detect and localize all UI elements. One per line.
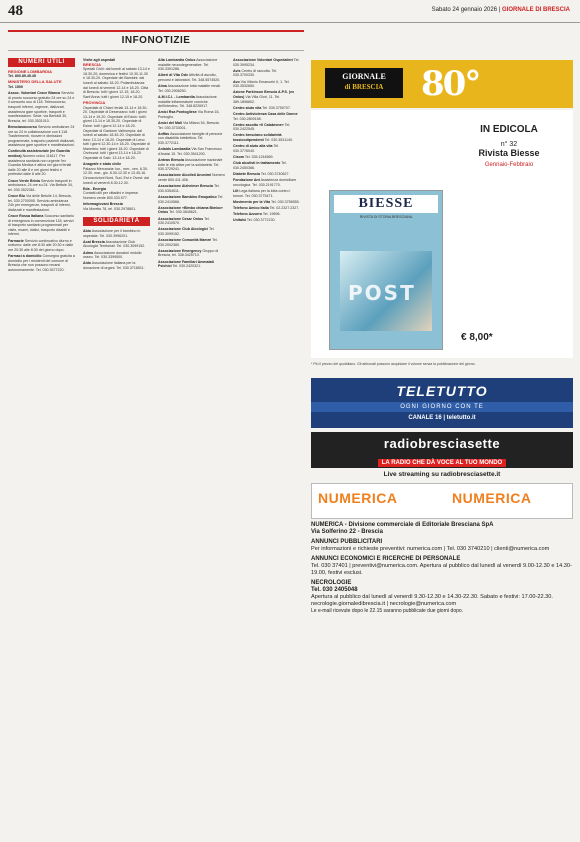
cover-subtitle: RIVISTA DI STORIA BRESCIANA: [359, 215, 413, 219]
entry-heading: Abio: [83, 228, 91, 233]
numerica-logo: NUMERICA: [452, 490, 532, 506]
entry-heading: Anteas Brescia: [158, 158, 184, 163]
entry-text: Servizio ambulanze 24 ore su 24 in collaborazione con il 118. Trasferimenti, ricoveri e dimissioni programmate, trasporto pazienti dializzati, assistenza gare sportive e manifestazioni.: [8, 124, 75, 148]
entry-text: Tel. 02.2327.2327.: [269, 205, 300, 210]
entry-text: Tel. 030.5354511.: [158, 184, 220, 193]
entry-text: Tel. 030.2420321.: [172, 264, 202, 269]
entry-text: Via Villa Glori, 11. Tel. 389.1896802.: [233, 94, 281, 104]
entry-heading: Centro Antiviolenza Casa delle Donne: [233, 111, 298, 116]
entry-text: Associazione nazionale tutte le età attive per la solidarietà. Tel. 030.3729241.: [158, 158, 223, 172]
entry-heading: Bresciasoccorso: [8, 124, 37, 129]
entry-text: Via delle Betulle 14, Brescia, tel. 030.2700095. Servizio ambulanza 24h per emergenze, trasporti di infermi, dializzati e manifestazioni.: [8, 194, 72, 212]
entry-text: Associazione donatori midollo osseo. Tel. 030.3399500.: [83, 250, 142, 260]
entry-heading: Movimento per la Vita: [233, 199, 271, 204]
radio-ad: [311, 432, 573, 468]
entry-heading: Associazione «Bimbo chiama Bimbo» Onlus: [158, 205, 223, 215]
entry-text: Associazione italiana per la donazione di organi. Tel. 030.3718511.: [83, 261, 145, 270]
entry-heading: Croce Verde Brixia: [8, 178, 40, 183]
entry-text: Palazzo Mercanzia: lun., mer., ven. 8.30-12.30, mar., gio. 8.30-12.30 e 13.45-16. Circoscrizioni Nord, Sud, Est e Ovest: dal lunedì al venerdì 8.30-12.30.: [83, 166, 149, 185]
teletutto-logo: TELETUTTO: [396, 383, 488, 399]
entry-subheading: PROVINCIA: [83, 99, 106, 105]
entry-heading: Avis: [233, 68, 241, 73]
live-streaming: Live streaming su radiobresciasette.it: [383, 471, 501, 478]
teletutto-slogan: OGNI GIORNO CON TE: [311, 402, 573, 412]
entry-heading: Telefono Amico Italia: [233, 205, 269, 210]
entry-text: Consegna gratuita a domicilio per i residenti del comune di Brescia che non possono recarsi autonomamente. Tel. 030.3577220.: [8, 253, 75, 272]
entry-text: Attività di ascolto, percorsi e laboratori. Tel. 348.5574520.: [158, 73, 221, 82]
necro-heading: NECROLOGIE: [311, 580, 352, 586]
entry-text: Gruppo di Brescia, tel. 338.3425710.: [158, 248, 219, 258]
entry-heading: Visite agli ospedali: [83, 58, 116, 62]
price-note: * Più il prezzo del quotidiano. Gli abbonati possono acquistare il volume senza la pubblicazione del giorno.: [311, 362, 476, 366]
edicola-ad: [311, 110, 573, 358]
entry-text: Servizio continuativo diurno e notturno: dalle ore 8:30 alle 20:30 e dalle ore 20:30 alle 8:30 del giorno dopo.: [8, 238, 74, 252]
entry-text: Assistenza domiciliare oncologica. Tel. 030.2191770.: [233, 178, 297, 187]
gdb-logo-bottom: di BRESCIA: [344, 83, 384, 91]
numeri-utili-box-title: NUMERI UTILI: [8, 58, 75, 67]
numerica-address: Via Solferino 22 - Brescia: [311, 529, 383, 535]
necro-phone: Tel. 030 2405048: [311, 587, 358, 593]
entry-heading: Assoc. Volontari Croce Bianca: [8, 91, 61, 96]
entry-text: Tel. 030.2450366.: [233, 161, 287, 170]
gdb-80-banner: [311, 60, 573, 108]
teletutto-channel: CANALE 16 | teletutto.it: [408, 415, 476, 421]
region-phone: Tel. 800.89.45.45: [8, 74, 36, 79]
gdb-logo: [325, 68, 403, 98]
entry-heading: Anffas: [158, 131, 170, 136]
entry-heading: Associazione Comunità Mamrè: [158, 238, 212, 243]
entry-heading: Farmacie: [8, 238, 24, 243]
entry-heading: Anlaids Lombardia: [158, 147, 191, 152]
column-2: [83, 58, 150, 834]
entry-text: Tel. 030.2002380.: [158, 238, 218, 247]
entry-heading: Azione Parkinson Brescia A.P.S. (ex Onlus): [233, 90, 295, 99]
column-1: [8, 58, 75, 834]
entry-heading: Acat Brescia: [83, 239, 105, 244]
entry-heading: Croce Rossa Italiana: [8, 213, 44, 218]
header-date: Sabato 24 gennaio 2026: [431, 7, 498, 13]
entry-text: Ospedale di Chiari: feriali 13-14 e 18.30-20. Ospedale di Desenzano: tutti i giorni 13-14 e 19-20. Ospedale di Edolo: tutti i giorni 13-14 e 18.30-20. Ospedale di Esine: tutti i giorni 12-14 e 18-20. Ospedale di Gardone Valtrompia: dal lunedì al sabato 18.45-20. Ospedale di Iseo: 13-14 e 18-20. Ospedale di Leno: tutti i giorni 12.30-14 e 18-20. Ospedale di Manerbio: tutti i giorni 18-20. Ospedale di Orzinuovi: tutti i giorni 13-14 e 18-20. Ospedale di Salò: 13-14 e 18-20.: [83, 105, 150, 161]
entry-heading: Aido: [83, 261, 91, 266]
entry-heading: Associazione Emergency: [158, 248, 202, 253]
entry-text: Associazione malattie infiammatorie croniche dell'intestino. Tel. 348.8226917.: [158, 94, 217, 109]
entry-text: Centro di raccolta. Tel. 030.3700330.: [233, 68, 278, 78]
entry-text: Associazione per il bambino in ospedale. Tel. 030.3996201.: [83, 228, 141, 238]
entry-text: Tel. 030.2422545.: [233, 122, 291, 132]
entry-text: Numero unico 116117. Per assistenza sanitaria non urgente l'ex Guardia Medica è attiva nei giorni feriali dalle 20 alle 8 e nei giorni festivi e prefestivi dalle 8 alle 20.: [8, 154, 72, 177]
entry-heading: Alma: [158, 84, 167, 89]
ann-pub-text: Per informazioni e richieste preventivi: numerica.com | Tel. 030 3740210 | clienti@numerica.com: [311, 546, 550, 552]
entry-text: Associazione famiglie di persone con disabilità intellettiva. Tel. 030.3772111.: [158, 131, 223, 146]
entry-heading: Alberi di Vita Odv: [158, 73, 188, 78]
entry-heading: Anagrafe e stato civile: [83, 162, 122, 167]
entry-heading: Eda - Energia: [83, 186, 106, 191]
entry-text: Tel. 335.1244569.: [244, 155, 274, 160]
gdb-years: 80°: [421, 64, 480, 104]
region-label: REGIONE LOMBARDIA: [8, 68, 52, 74]
entry-text: Tel. 030.3776040.: [233, 144, 280, 153]
necro-contacts: necrologie.giornaledibrescia.it | necrologie@numerica.com: [311, 601, 457, 607]
entry-text: Associazione malattie neurodegenerative. Tel. 030.3391286.: [158, 58, 218, 72]
entry-heading: Telefono Azzurro: [233, 212, 262, 217]
page-number: 48: [8, 3, 23, 19]
entry-text: Tel. 030.2410570.: [158, 216, 210, 226]
edicola-info: [453, 124, 565, 168]
entry-text: Via Vittorio Emanuele II, 1. Tel. 030.3532650.: [233, 79, 290, 89]
entry-text: Numero verde 800.411.406.: [158, 173, 225, 182]
cover-title: BIESSE: [334, 195, 438, 213]
entry-text: Tel. 030.3740627.: [260, 172, 290, 176]
entry-heading: A.M.I.C.I. - Lombardia: [158, 94, 195, 99]
necro-hours: Apertura al pubblico dal lunedì al venerdì 9.30-12.30 e 14.30-22.30. Sabato e festivi: 17.00-22.30.: [311, 594, 553, 600]
solidarieta-box-title: SOLIDARIETÀ: [83, 217, 150, 226]
entry-text: Tel. 030.3750707.: [262, 105, 291, 110]
entry-text: Associazione lotta malattie renali. Tel. 030.2908250.: [158, 84, 221, 93]
section-header: [8, 30, 304, 51]
entry-text: Tel. 030.2410566.: [158, 194, 224, 204]
entry-heading: Associazione Familiari Ammalati Psichici: [158, 259, 214, 269]
entry-text: Tel. 030.2809158.: [233, 116, 262, 121]
entry-heading: Associazione Alzheimer Brescia: [158, 184, 213, 189]
entry-heading: Lilt: [233, 188, 239, 193]
entry-heading: Farmaci a domicilio: [8, 253, 42, 258]
entry-text: Tel. 19696.: [262, 212, 281, 217]
section-title: INFONOTIZIE: [121, 35, 191, 46]
entry-heading: Amici Rsa Pontogliese: [158, 110, 197, 115]
cover-word: POST: [348, 281, 416, 305]
entry-heading: Continuità assistenziale (ex Guardia medica): [8, 149, 70, 159]
column-3: [158, 58, 225, 834]
gdb-logo-top: GIORNALE: [342, 72, 386, 81]
entry-heading: Admo: [83, 250, 94, 255]
entry-text: Tel. 030.3099152.: [158, 227, 215, 236]
entry-text: Tel. 030.3531140.: [264, 138, 293, 143]
entry-text: Servizio trasporti in ambulanza, 24 ore su 24. Via Bettole 34, tel. 030.3522361.: [8, 178, 73, 192]
entry-text: Via Milano 54, Brescia. Tel. 030.3733001.: [158, 121, 220, 130]
entry-text: Tel. 030.3995234.: [233, 58, 300, 67]
ministry-phone: Tel. 1500: [8, 84, 23, 89]
entry-text: Via Roma 16, Pontoglio.: [158, 110, 220, 119]
entry-text: Via Moretto 78, tel. 030.2978801.: [83, 206, 137, 211]
radio-logo: radiobresciasette: [383, 436, 501, 451]
header-newspaper: GIORNALE DI BRESCIA: [501, 7, 570, 13]
entry-text: Tel. 030.3845621.: [169, 210, 198, 215]
ministry-label: MINISTERO DELLA SALUTE: [8, 79, 62, 85]
entry-heading: Avo: [233, 79, 240, 84]
numerica-logos: [311, 483, 573, 519]
entry-text: Tel. 030.3772130.: [246, 218, 276, 223]
necro-note: Le e-mail ricevute dopo le 22.15 saranno pubblicate due giorni dopo.: [311, 608, 464, 614]
entry-text: Tel. 030.3756555.: [271, 199, 300, 204]
entry-heading: Centro di aiuto alla vita: [233, 144, 273, 149]
entry-heading: Fondazione Ant: [233, 178, 260, 183]
entry-heading: Alta Lombardia Onlus: [158, 58, 196, 62]
entry-heading: Centro ascolto «Il Calabrone»: [233, 122, 284, 127]
entry-heading: Centro aiuto vita: [233, 105, 262, 110]
entry-heading: Associazione Club Alcologici: [158, 227, 208, 232]
entry-text: Via San Francesco d'Assisi 15. Tel. 030.3541200.: [158, 147, 222, 156]
entry-heading: Amici del Mali: [158, 121, 182, 126]
header-dateline: Sabato 24 gennaio 2026 | GIORNALE DI BRESCIA: [431, 7, 570, 13]
entry-heading: Club alcolisti in trattamento: [233, 161, 281, 166]
magazine-cover: [329, 190, 443, 350]
magazine-title: Rivista Biesse: [478, 148, 540, 158]
entry-heading: Associazione Alcolisti Anonimi: [158, 173, 212, 178]
entry-heading: Associazione Cesar Onlus: [158, 216, 204, 221]
entry-heading: Diabete Brescia: [233, 172, 260, 176]
entry-text: Spedali Civili: dal lunedì al sabato 13-14 e 18.30-20; domenica e festivi 10.30-11.30 e 18.30-20. Ospedale dei Bambini: dal lunedì al sabato 18-20. Poliambulanza: dal lunedì al venerdì 12-14 e 18-20. Città di Brescia: tutti i giorni 12-15, 18-20. Sant'Anna: tutti i giorni 12-15 e 18-20.: [83, 67, 150, 99]
price: € 8,00*: [461, 332, 493, 343]
entry-heading: Cisom: [233, 155, 244, 160]
teletutto-ad: [311, 378, 573, 428]
numerica-logo: NUMERICA: [318, 490, 398, 506]
entry-heading: Unitalsi: [233, 218, 246, 223]
entry-subheading: BRESCIA: [83, 61, 102, 67]
radio-slogan: LA RADIO CHE DÀ VOCE AL TUO MONDO: [378, 459, 506, 467]
ann-eco-text: Tel. 030 37401 | preventivi@numerica.com. Apertura al pubblico dal lunedì al venerdì 9.00-12.30 e 14.30-19.00, festivi esclusi.: [311, 563, 572, 576]
ann-eco-heading: ANNUNCI ECONOMICI E RICERCHE DI PERSONALE: [311, 556, 461, 562]
entry-heading: Centro bresciano solidarietà tossicodipendenti: [233, 133, 282, 143]
entry-heading: Associazione Volontari Ospedalieri: [233, 58, 293, 62]
entry-text: Associazione Club Alcologici Territoriali. Tel. 030.3099152.: [83, 239, 146, 249]
entry-text: Soccorso sanitario di emergenza in convenzione 118, servizi di trasporto sanitario programmati per visite, esami, dialisi, trasporto disabili e infermi.: [8, 213, 74, 237]
entry-heading: Associazione Bambino Emopatico: [158, 194, 217, 199]
column-4: [233, 58, 300, 834]
entry-text: Contatti utili per cittadini e imprese. Numero verde 800.333.977.: [83, 191, 139, 200]
entry-heading: Croce Blu: [8, 194, 25, 198]
numerica-desc: NUMERICA - Divisione commerciale di Editoriale Bresciana SpA: [311, 522, 494, 528]
in-edicola-label: IN EDICOLA: [480, 124, 538, 135]
entry-text: Servizio di pronto soccorso gratuito 24 ore su 24 e il consueto uso di 118. Telesoccorso, trasporti infermi, urgenze, dializzati, assistenza gare sportive, trasporti e manifestazioni. Sede: via Bertoldi 30, Brescia, tel. 030.3531010.: [8, 91, 75, 123]
page-header: [0, 0, 580, 23]
ann-pub-heading: ANNUNCI PUBBLICITARI: [311, 539, 383, 545]
numerica-info: [311, 522, 573, 618]
issue-number: n° 32: [500, 141, 518, 148]
issue-date: Gennaio-Febbraio: [484, 162, 534, 168]
entry-text: Lega italiana per la lotta contro i tumori. Tel. 030.3775471.: [233, 188, 291, 198]
entry-heading: Informagiovani Brescia: [83, 202, 123, 207]
